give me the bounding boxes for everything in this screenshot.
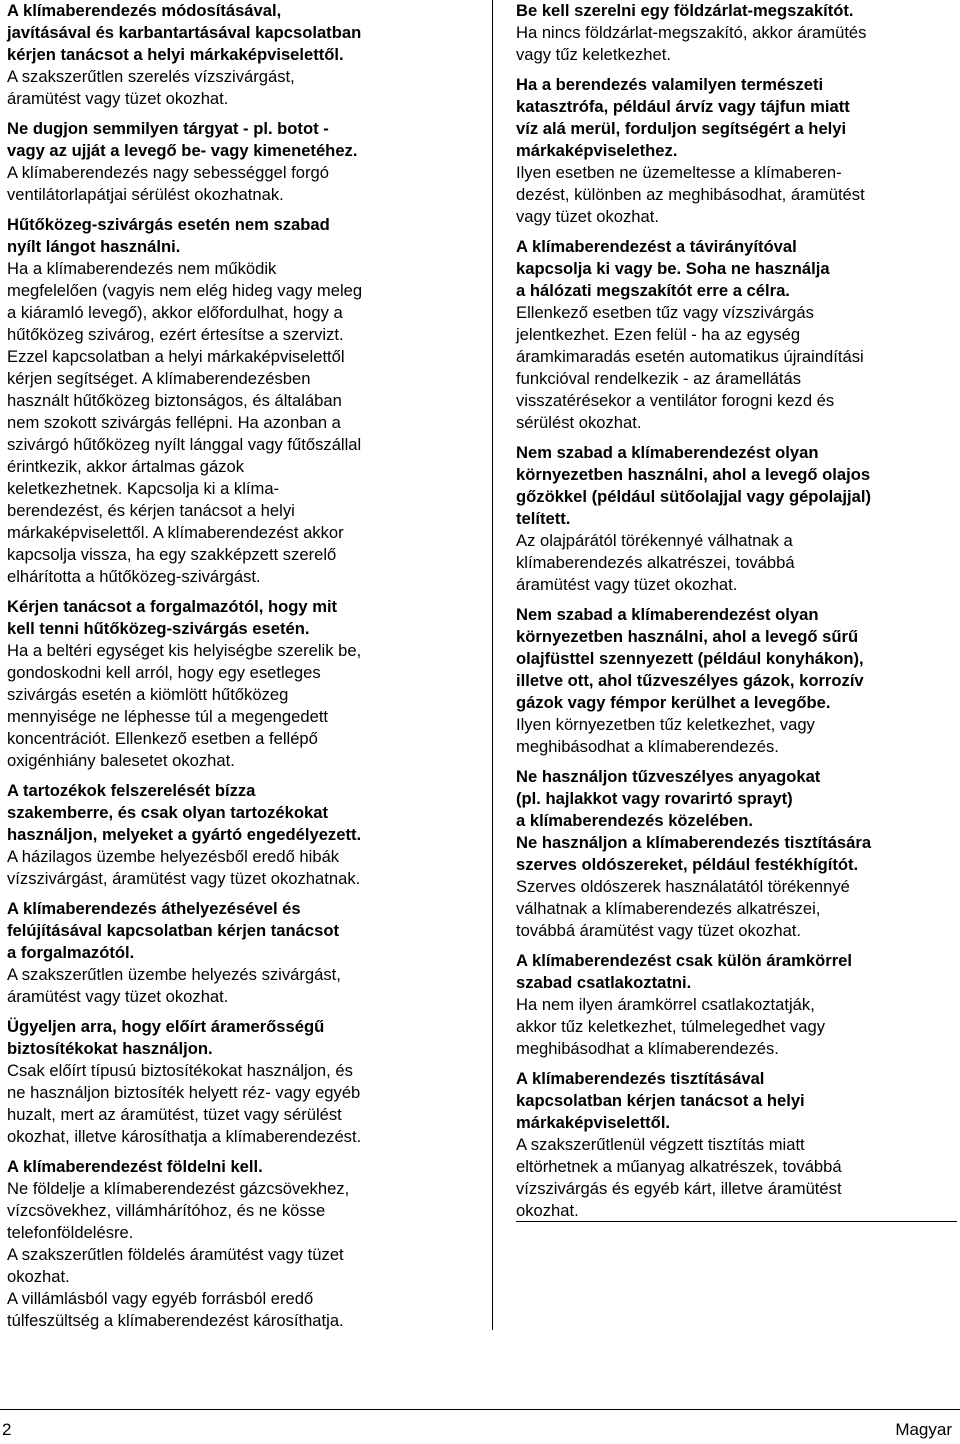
section-heading-line: Kérjen tanácsot a forgalmazótól, hogy mit: [7, 597, 338, 616]
section-heading-line: Ne használjon tűzveszélyes anyagokat: [516, 767, 821, 786]
body-text-line: berendezést, és kérjen tanácsot a helyi: [7, 501, 295, 520]
body-text-line: klímaberendezés alkatrészei, továbbá: [516, 553, 795, 572]
body-text-line: A szakszerűtlenül végzett tisztítás miatt: [516, 1135, 805, 1154]
left-section-6: [7, 898, 447, 1008]
body-text-line: Ilyen esetben ne üzemeltesse a klímaberen-: [516, 163, 842, 182]
body-text-line: hűtőközeg szivárog, ezért értesítse a szervizt.: [7, 325, 344, 344]
footer-language: Magyar: [895, 1420, 952, 1439]
body-text-line: Szerves oldószerek használatától törékennyé: [516, 877, 850, 896]
section-heading-line: a hálózati megszakítót erre a célra.: [516, 281, 790, 300]
section-heading-line: kell tenni hűtőközeg-szivárgás esetén.: [7, 619, 310, 638]
body-text-line: A szakszerűtlen üzembe helyezés szivárgást,: [7, 965, 341, 984]
left-section-3: [7, 214, 447, 588]
body-text-line: dezést, különben az meghibásodhat, áramütést: [516, 185, 865, 204]
body-text-line: elhárította a hűtőközeg-szivárgást.: [7, 567, 261, 586]
body-text-line: jelentkezhet. Ezen felül - ha az egység: [516, 325, 801, 344]
right-section-4: [516, 442, 956, 596]
body-text-line: gondoskodni kell arról, hogy egy esetleges: [7, 663, 321, 682]
right-section-1: [516, 0, 956, 66]
body-text-line: áramütést vagy tüzet okozhat.: [7, 987, 229, 1006]
section-heading-line: szabad csatlakoztatni.: [516, 973, 692, 992]
body-text-line: Ha a klímaberendezés nem működik: [7, 259, 277, 278]
section-heading-line: illetve ott, ahol tűzveszélyes gázok, korrozív: [516, 671, 864, 690]
section-heading-line: kapcsolja ki vagy be. Soha ne használja: [516, 259, 830, 278]
body-text-line: áramütést vagy tüzet okozhat.: [516, 575, 738, 594]
body-text-line: meghibásodhat a klímaberendezés.: [516, 737, 779, 756]
section-heading-line: a forgalmazótól.: [7, 943, 135, 962]
section-heading-line: márkaképviselettől.: [516, 1113, 671, 1132]
body-text-line: vízcsövekhez, villámhárítóhoz, és ne kösse: [7, 1201, 326, 1220]
body-text-line: vízszivárgást, áramütést vagy tüzet okozhatnak.: [7, 869, 361, 888]
body-text-line: a kiáramló levegő), akkor előfordulhat, hogy a: [7, 303, 343, 322]
right-column: [516, 0, 956, 1230]
section-heading-line: olajfüsttel szennyezett (például konyhákon),: [516, 649, 864, 668]
body-text-line: kapcsolja vissza, ha egy szakképzett szerelő: [7, 545, 337, 564]
body-text-line: Ne földelje a klímaberendezést gázcsövekhez,: [7, 1179, 350, 1198]
body-text-line: A szakszerűtlen szerelés vízszivárgást,: [7, 67, 295, 86]
left-section-5: [7, 780, 447, 890]
right-section-5: [516, 604, 956, 758]
section-heading-line: környezetben használni, ahol a levegő sűrű: [516, 627, 859, 646]
section-heading-line: telített.: [516, 509, 571, 528]
section-heading-line: Ne dugjon semmilyen tárgyat - pl. botot -: [7, 119, 329, 138]
section-heading-line: A klímaberendezés módosításával,: [7, 1, 282, 20]
section-heading-line: A klímaberendezés áthelyezésével és: [7, 899, 301, 918]
section-heading-line: katasztrófa, például árvíz vagy tájfun miatt: [516, 97, 850, 116]
body-text-line: kérjen segítséget. A klímaberendezésben: [7, 369, 311, 388]
body-text-line: meghibásodhat a klímaberendezés.: [516, 1039, 779, 1058]
left-section-7: [7, 1016, 447, 1148]
body-text-line: Ha nem ilyen áramkörrel csatlakoztatják,: [516, 995, 815, 1014]
body-text-line: Ilyen környezetben tűz keletkezhet, vagy: [516, 715, 815, 734]
left-section-2: [7, 118, 447, 206]
section-heading-line: javításával és karbantartásával kapcsolatban: [7, 23, 362, 42]
section-heading-line: Ha a berendezés valamilyen természeti: [516, 75, 824, 94]
section-heading-line: felújításával kapcsolatban kérjen tanácsot: [7, 921, 340, 940]
body-text-line: koncentrációt. Ellenkező esetben a fellépő: [7, 729, 318, 748]
left-section-8: [7, 1156, 447, 1332]
footer-rule: [0, 1409, 960, 1410]
body-text-line: okozhat.: [516, 1201, 579, 1220]
body-text-line: ne használjon biztosíték helyett réz- vagy egyéb: [7, 1083, 361, 1102]
right-section-8: [516, 1068, 956, 1222]
body-text-line: okozhat, illetve károsíthatja a klímaberendezést.: [7, 1127, 362, 1146]
section-heading-line: Hűtőközeg-szivárgás esetén nem szabad: [7, 215, 330, 234]
body-text-line: Ellenkező esetben tűz vagy vízszivárgás: [516, 303, 814, 322]
body-text-line: használt hűtőközeg biztonságos, és általában: [7, 391, 342, 410]
left-column: [7, 0, 447, 1340]
right-section-6: [516, 766, 956, 942]
section-heading-line: Ne használjon a klímaberendezés tisztítására: [516, 833, 872, 852]
body-text-line: A házilagos üzembe helyezésből eredő hibák: [7, 847, 340, 866]
right-column-end-rule: [516, 1221, 957, 1222]
body-text-line: márkaképviselettől. A klímaberendezést akkor: [7, 523, 344, 542]
section-heading-line: A tartozékok felszerelését bízza: [7, 781, 256, 800]
body-text-line: megfelelően (vagyis nem elég hideg vagy meleg: [7, 281, 363, 300]
body-text-line: okozhat.: [7, 1267, 70, 1286]
body-text-line: eltörhetnek a műanyag alkatrészek, továbbá: [516, 1157, 842, 1176]
section-heading-line: kapcsolatban kérjen tanácsot a helyi: [516, 1091, 805, 1110]
right-section-3: [516, 236, 956, 434]
right-section-2: [516, 74, 956, 228]
section-heading-line: vagy az ujját a levegő be- vagy kimenetéhez.: [7, 141, 358, 160]
body-text-line: A klímaberendezés nagy sebességgel forgó: [7, 163, 329, 182]
section-heading-line: víz alá merül, forduljon segítségért a helyi: [516, 119, 847, 138]
body-text-line: visszatérésekor a ventilátor forogni kezd és: [516, 391, 835, 410]
body-text-line: telefonföldelésre.: [7, 1223, 134, 1242]
section-heading-line: biztosítékokat használjon.: [7, 1039, 213, 1058]
body-text-line: áramkimaradás esetén automatikus újraindítási: [516, 347, 864, 366]
section-heading-line: A klímaberendezést földelni kell.: [7, 1157, 263, 1176]
right-section-7: [516, 950, 956, 1060]
section-heading-line: nyílt lángot használni.: [7, 237, 181, 256]
body-text-line: oxigénhiány balesetet okozhat.: [7, 751, 235, 770]
body-text-line: szivárgó hűtőközeg nyílt lánggal vagy fűtőszállal: [7, 435, 362, 454]
body-text-line: funkcióval rendelkezik - az áramellátás: [516, 369, 801, 388]
body-text-line: vízszivárgás és egyéb kárt, illetve áramütést: [516, 1179, 842, 1198]
section-heading-line: Nem szabad a klímaberendezést olyan: [516, 605, 819, 624]
body-text-line: Az olajpárától törékennyé válhatnak a: [516, 531, 793, 550]
body-text-line: Ezzel kapcsolatban a helyi márkaképviselettől: [7, 347, 345, 366]
section-heading-line: szakemberre, és csak olyan tartozékokat: [7, 803, 328, 822]
body-text-line: A villámlásból vagy egyéb forrásból eredő: [7, 1289, 314, 1308]
body-text-line: érintkezik, akkor ártalmas gázok: [7, 457, 245, 476]
section-heading-line: gőzökkel (például sütőolajjal vagy gépolajjal): [516, 487, 871, 506]
section-heading-line: a klímaberendezés közelében.: [516, 811, 754, 830]
section-heading-line: A klímaberendezés tisztításával: [516, 1069, 765, 1088]
section-heading-line: Nem szabad a klímaberendezést olyan: [516, 443, 819, 462]
body-text-line: Ha a beltéri egységet kis helyiségbe szerelik be,: [7, 641, 362, 660]
section-heading-line: szerves oldószereket, például festékhígítót.: [516, 855, 859, 874]
column-divider: [492, 0, 493, 1330]
body-text-line: vagy tüzet okozhat.: [516, 207, 659, 226]
section-heading-line: A klímaberendezést a távirányítóval: [516, 237, 797, 256]
section-heading-line: Ügyeljen arra, hogy előírt áramerősségű: [7, 1017, 325, 1036]
body-text-line: szivárgás esetén a kiömlött hűtőközeg: [7, 685, 289, 704]
section-heading-line: használjon, melyeket a gyártó engedélyezett.: [7, 825, 362, 844]
body-text-line: nem szokott szivárgás fellépni. Ha azonban a: [7, 413, 341, 432]
section-heading-line: környezetben használni, ahol a levegő olajos: [516, 465, 871, 484]
body-text-line: vagy tűz keletkezhet.: [516, 45, 671, 64]
section-heading-line: (pl. hajlakkot vagy rovarirtó sprayt): [516, 789, 793, 808]
body-text-line: keletkezhetnek. Kapcsolja ki a klíma-: [7, 479, 280, 498]
body-text-line: ventilátorlapátjai sérülést okozhatnak.: [7, 185, 284, 204]
body-text-line: akkor tűz keletkezhet, túlmelegedhet vagy: [516, 1017, 826, 1036]
body-text-line: sérülést okozhat.: [516, 413, 642, 432]
body-text-line: áramütést vagy tüzet okozhat.: [7, 89, 229, 108]
page-number: 2: [2, 1420, 12, 1439]
body-text-line: túlfeszültség a klímaberendezést károsíthatja.: [7, 1311, 344, 1330]
section-heading-line: gázok vagy fémpor kerülhet a levegőbe.: [516, 693, 831, 712]
body-text-line: A szakszerűtlen földelés áramütést vagy tüzet: [7, 1245, 344, 1264]
body-text-line: válhatnak a klímaberendezés alkatrészei,: [516, 899, 821, 918]
section-heading-line: A klímaberendezést csak külön áramkörrel: [516, 951, 853, 970]
body-text-line: Ha nincs földzárlat-megszakító, akkor áramütés: [516, 23, 867, 42]
body-text-line: huzalt, mert az áramütést, tüzet vagy sérülést: [7, 1105, 342, 1124]
body-text-line: továbbá áramütést vagy tüzet okozhat.: [516, 921, 802, 940]
section-heading-line: kérjen tanácsot a helyi márkaképviselettől.: [7, 45, 344, 64]
body-text-line: mennyisége ne léphesse túl a megengedett: [7, 707, 329, 726]
left-section-4: [7, 596, 447, 772]
body-text-line: Csak előírt típusú biztosítékokat használjon, és: [7, 1061, 353, 1080]
section-heading-line: márkaképviselethez.: [516, 141, 678, 160]
left-section-1: [7, 0, 447, 110]
section-heading-line: Be kell szerelni egy földzárlat-megszakítót.: [516, 1, 854, 20]
